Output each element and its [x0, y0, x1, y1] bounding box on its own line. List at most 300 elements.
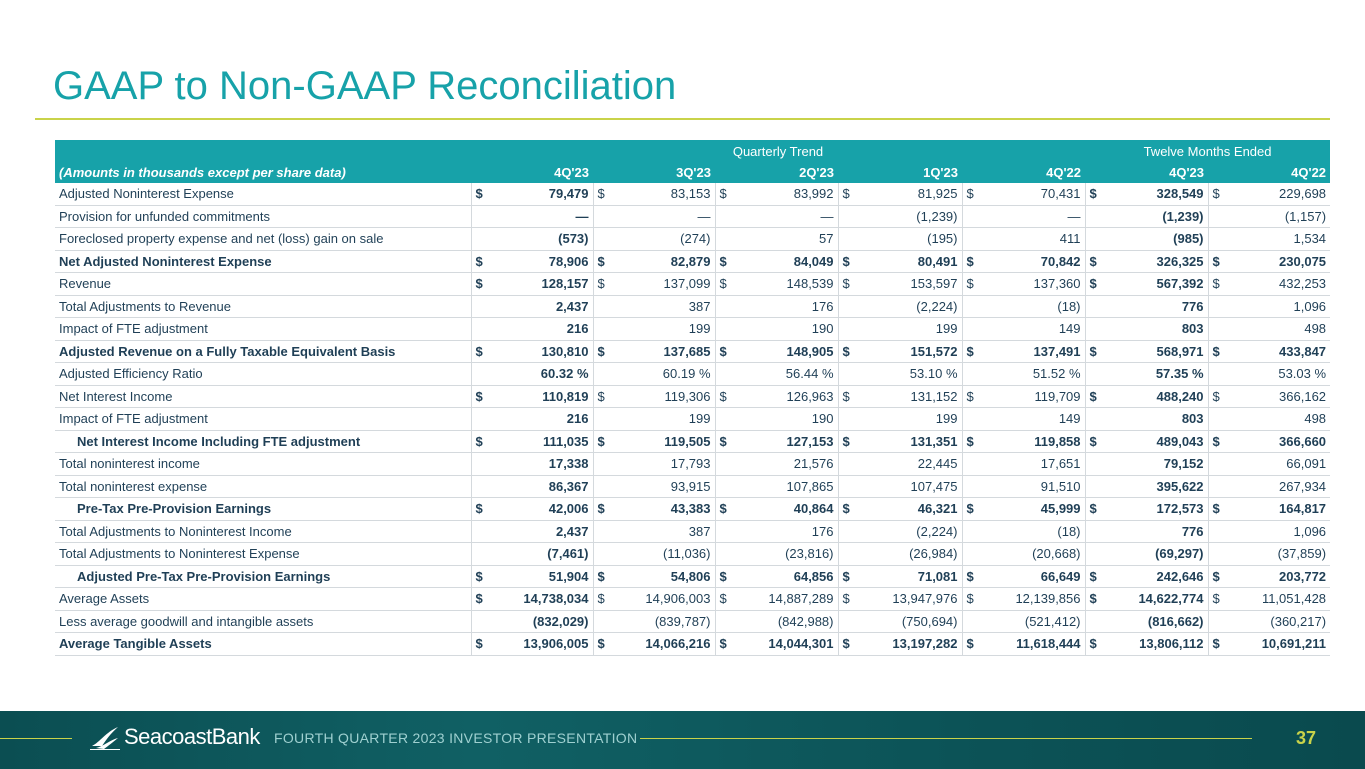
table-row	[55, 408, 1330, 431]
value-cell: 56.44 %	[735, 363, 838, 386]
column-header: 2Q'23	[715, 162, 838, 183]
value-cell: 13,806,112	[1105, 633, 1208, 656]
row-label: Less average goodwill and intangible assets	[55, 610, 471, 633]
currency-symbol: $	[715, 273, 735, 296]
value-cell: 66,649	[982, 565, 1085, 588]
currency-symbol: $	[1085, 385, 1105, 408]
value-cell: 45,999	[982, 498, 1085, 521]
page-title: GAAP to Non-GAAP Reconciliation	[53, 64, 677, 108]
value-cell: 366,162	[1228, 385, 1330, 408]
currency-symbol	[715, 453, 735, 476]
value-cell: 13,947,976	[858, 588, 962, 611]
currency-symbol	[962, 453, 982, 476]
currency-symbol: $	[962, 498, 982, 521]
table-row	[55, 453, 1330, 476]
value-cell: 203,772	[1228, 565, 1330, 588]
value-cell: (2,224)	[858, 520, 962, 543]
value-cell: 387	[613, 520, 715, 543]
currency-symbol: $	[1085, 498, 1105, 521]
currency-symbol: $	[715, 385, 735, 408]
table-row	[55, 183, 1330, 205]
currency-symbol	[715, 520, 735, 543]
currency-symbol: $	[471, 385, 491, 408]
value-cell: 568,971	[1105, 340, 1208, 363]
value-cell: 111,035	[491, 430, 593, 453]
currency-symbol	[1085, 610, 1105, 633]
currency-symbol	[1208, 228, 1228, 251]
value-cell: 84,049	[735, 250, 838, 273]
currency-symbol	[1208, 610, 1228, 633]
value-cell: 51,904	[491, 565, 593, 588]
currency-symbol	[1208, 408, 1228, 431]
value-cell: 199	[613, 318, 715, 341]
currency-symbol	[471, 453, 491, 476]
value-cell: 17,651	[982, 453, 1085, 476]
table-row	[55, 588, 1330, 611]
currency-symbol	[593, 363, 613, 386]
value-cell: (573)	[491, 228, 593, 251]
currency-symbol	[962, 475, 982, 498]
currency-symbol	[471, 475, 491, 498]
value-cell: (11,036)	[613, 543, 715, 566]
currency-symbol: $	[715, 588, 735, 611]
currency-symbol: $	[962, 430, 982, 453]
presentation-label: FOURTH QUARTER 2023 INVESTOR PRESENTATION	[274, 730, 638, 746]
value-cell: (195)	[858, 228, 962, 251]
value-cell: 80,491	[858, 250, 962, 273]
value-cell: 567,392	[1105, 273, 1208, 296]
value-cell: 128,157	[491, 273, 593, 296]
value-cell: 60.19 %	[613, 363, 715, 386]
row-label: Net Interest Income	[55, 385, 471, 408]
currency-symbol	[471, 228, 491, 251]
currency-symbol: $	[962, 273, 982, 296]
currency-symbol	[1208, 543, 1228, 566]
currency-symbol: $	[962, 183, 982, 205]
value-cell: 110,819	[491, 385, 593, 408]
currency-symbol	[962, 363, 982, 386]
currency-symbol	[838, 543, 858, 566]
row-label: Pre-Tax Pre-Provision Earnings	[55, 498, 471, 521]
value-cell: 153,597	[858, 273, 962, 296]
value-cell: 40,864	[735, 498, 838, 521]
value-cell: (842,988)	[735, 610, 838, 633]
currency-symbol: $	[838, 498, 858, 521]
column-header: 4Q'22	[962, 162, 1085, 183]
table-row	[55, 228, 1330, 251]
value-cell: 137,685	[613, 340, 715, 363]
currency-symbol	[1208, 363, 1228, 386]
value-cell: (832,029)	[491, 610, 593, 633]
row-label: Net Adjusted Noninterest Expense	[55, 250, 471, 273]
value-cell: (69,297)	[1105, 543, 1208, 566]
currency-symbol	[1208, 295, 1228, 318]
currency-symbol: $	[838, 340, 858, 363]
value-cell: (360,217)	[1228, 610, 1330, 633]
currency-symbol: $	[838, 430, 858, 453]
value-cell: 1,096	[1228, 295, 1330, 318]
currency-symbol: $	[962, 385, 982, 408]
currency-symbol	[471, 543, 491, 566]
header-group-row	[55, 140, 1330, 162]
value-cell: 130,810	[491, 340, 593, 363]
row-label: Impact of FTE adjustment	[55, 318, 471, 341]
currency-symbol	[593, 295, 613, 318]
currency-symbol	[962, 408, 982, 431]
value-cell: 81,925	[858, 183, 962, 205]
value-cell: 776	[1105, 520, 1208, 543]
currency-symbol	[962, 520, 982, 543]
value-cell: 176	[735, 520, 838, 543]
value-cell: —	[491, 205, 593, 228]
currency-symbol: $	[471, 565, 491, 588]
currency-symbol	[838, 363, 858, 386]
value-cell: 803	[1105, 408, 1208, 431]
table-row	[55, 633, 1330, 656]
value-cell: 17,793	[613, 453, 715, 476]
row-label: Foreclosed property expense and net (loss) gain on sale	[55, 228, 471, 251]
seacoast-logo	[90, 724, 260, 750]
currency-symbol: $	[593, 183, 613, 205]
header-column-row	[55, 162, 1330, 183]
currency-symbol: $	[962, 250, 982, 273]
value-cell: 137,099	[613, 273, 715, 296]
currency-symbol: $	[1085, 633, 1105, 656]
currency-symbol: $	[838, 588, 858, 611]
value-cell: 488,240	[1105, 385, 1208, 408]
currency-symbol	[471, 520, 491, 543]
value-cell: 83,153	[613, 183, 715, 205]
currency-symbol: $	[1085, 565, 1105, 588]
value-cell: 126,963	[735, 385, 838, 408]
value-cell: 107,475	[858, 475, 962, 498]
value-cell: (18)	[982, 295, 1085, 318]
currency-symbol	[838, 520, 858, 543]
value-cell: 131,152	[858, 385, 962, 408]
value-cell: 131,351	[858, 430, 962, 453]
currency-symbol	[962, 318, 982, 341]
value-cell: 216	[491, 318, 593, 341]
currency-symbol: $	[1208, 498, 1228, 521]
value-cell: 82,879	[613, 250, 715, 273]
value-cell: 86,367	[491, 475, 593, 498]
currency-symbol: $	[838, 250, 858, 273]
value-cell: 22,445	[858, 453, 962, 476]
currency-symbol: $	[1208, 273, 1228, 296]
currency-symbol: $	[593, 565, 613, 588]
value-cell: 14,044,301	[735, 633, 838, 656]
value-cell: 127,153	[735, 430, 838, 453]
value-cell: 199	[613, 408, 715, 431]
value-cell: 1,534	[1228, 228, 1330, 251]
value-cell: (750,694)	[858, 610, 962, 633]
value-cell: (816,662)	[1105, 610, 1208, 633]
row-label: Adjusted Noninterest Expense	[55, 183, 471, 205]
currency-symbol	[962, 205, 982, 228]
currency-symbol	[1208, 475, 1228, 498]
value-cell: 387	[613, 295, 715, 318]
value-cell: 433,847	[1228, 340, 1330, 363]
currency-symbol	[838, 205, 858, 228]
currency-symbol	[1085, 295, 1105, 318]
value-cell: 91,510	[982, 475, 1085, 498]
value-cell: 498	[1228, 318, 1330, 341]
currency-symbol	[1085, 520, 1105, 543]
currency-symbol	[962, 228, 982, 251]
currency-symbol: $	[471, 183, 491, 205]
value-cell: 229,698	[1228, 183, 1330, 205]
currency-symbol	[1085, 475, 1105, 498]
currency-symbol: $	[715, 183, 735, 205]
value-cell: 803	[1105, 318, 1208, 341]
currency-symbol	[471, 610, 491, 633]
value-cell: 242,646	[1105, 565, 1208, 588]
value-cell: 216	[491, 408, 593, 431]
value-cell: 489,043	[1105, 430, 1208, 453]
value-cell: 148,539	[735, 273, 838, 296]
units-note: (Amounts in thousands except per share data)	[55, 162, 471, 183]
value-cell: 78,906	[491, 250, 593, 273]
currency-symbol: $	[838, 385, 858, 408]
value-cell: 14,906,003	[613, 588, 715, 611]
currency-symbol	[715, 610, 735, 633]
value-cell: 395,622	[1105, 475, 1208, 498]
currency-symbol: $	[471, 340, 491, 363]
table-row	[55, 318, 1330, 341]
reconciliation-table	[55, 140, 1330, 656]
row-label: Total Adjustments to Noninterest Income	[55, 520, 471, 543]
page-number: 37	[1296, 728, 1317, 748]
currency-symbol	[1085, 453, 1105, 476]
footer-rule-left	[0, 738, 72, 739]
value-cell: 13,906,005	[491, 633, 593, 656]
currency-symbol	[593, 520, 613, 543]
row-label: Adjusted Pre-Tax Pre-Provision Earnings	[55, 565, 471, 588]
value-cell: (37,859)	[1228, 543, 1330, 566]
row-label: Average Assets	[55, 588, 471, 611]
value-cell: 137,491	[982, 340, 1085, 363]
currency-symbol: $	[715, 250, 735, 273]
value-cell: 326,325	[1105, 250, 1208, 273]
table-row	[55, 565, 1330, 588]
currency-symbol	[593, 228, 613, 251]
row-label: Provision for unfunded commitments	[55, 205, 471, 228]
currency-symbol	[1208, 453, 1228, 476]
currency-symbol: $	[715, 430, 735, 453]
currency-symbol	[838, 408, 858, 431]
value-cell: —	[735, 205, 838, 228]
value-cell: 119,709	[982, 385, 1085, 408]
currency-symbol	[715, 205, 735, 228]
column-header: 4Q'23	[471, 162, 593, 183]
currency-symbol	[593, 543, 613, 566]
currency-symbol	[1085, 543, 1105, 566]
currency-symbol	[471, 295, 491, 318]
currency-symbol: $	[471, 588, 491, 611]
currency-symbol: $	[1085, 183, 1105, 205]
table-row	[55, 498, 1330, 521]
value-cell: 11,618,444	[982, 633, 1085, 656]
currency-symbol: $	[593, 340, 613, 363]
currency-symbol: $	[1085, 340, 1105, 363]
column-header: 1Q'23	[838, 162, 962, 183]
currency-symbol: $	[715, 565, 735, 588]
value-cell: 43,383	[613, 498, 715, 521]
currency-symbol: $	[838, 633, 858, 656]
value-cell: (274)	[613, 228, 715, 251]
value-cell: 328,549	[1105, 183, 1208, 205]
value-cell: 149	[982, 318, 1085, 341]
value-cell: 66,091	[1228, 453, 1330, 476]
value-cell: 93,915	[613, 475, 715, 498]
row-label: Revenue	[55, 273, 471, 296]
value-cell: 14,066,216	[613, 633, 715, 656]
value-cell: (1,239)	[1105, 205, 1208, 228]
value-cell: —	[982, 205, 1085, 228]
value-cell: 267,934	[1228, 475, 1330, 498]
currency-symbol: $	[471, 273, 491, 296]
currency-symbol	[962, 610, 982, 633]
table-row	[55, 543, 1330, 566]
currency-symbol: $	[471, 633, 491, 656]
value-cell: (20,668)	[982, 543, 1085, 566]
value-cell: 137,360	[982, 273, 1085, 296]
value-cell: 42,006	[491, 498, 593, 521]
currency-symbol	[593, 610, 613, 633]
value-cell: 2,437	[491, 520, 593, 543]
currency-symbol: $	[962, 340, 982, 363]
value-cell: 119,505	[613, 430, 715, 453]
value-cell: 83,992	[735, 183, 838, 205]
value-cell: 172,573	[1105, 498, 1208, 521]
currency-symbol	[593, 205, 613, 228]
currency-symbol	[838, 475, 858, 498]
value-cell: 53.10 %	[858, 363, 962, 386]
currency-symbol	[593, 408, 613, 431]
value-cell: 21,576	[735, 453, 838, 476]
value-cell: 776	[1105, 295, 1208, 318]
currency-symbol	[838, 318, 858, 341]
footer-rule-right	[640, 738, 1252, 739]
row-label: Average Tangible Assets	[55, 633, 471, 656]
row-label: Adjusted Revenue on a Fully Taxable Equivalent Basis	[55, 340, 471, 363]
currency-symbol	[471, 408, 491, 431]
value-cell: 60.32 %	[491, 363, 593, 386]
value-cell: 151,572	[858, 340, 962, 363]
row-label: Total noninterest income	[55, 453, 471, 476]
currency-symbol	[715, 295, 735, 318]
currency-symbol: $	[962, 633, 982, 656]
value-cell: 10,691,211	[1228, 633, 1330, 656]
value-cell: (1,239)	[858, 205, 962, 228]
value-cell: (1,157)	[1228, 205, 1330, 228]
currency-symbol: $	[1208, 633, 1228, 656]
currency-symbol: $	[838, 183, 858, 205]
currency-symbol	[838, 295, 858, 318]
row-label: Impact of FTE adjustment	[55, 408, 471, 431]
value-cell: (521,412)	[982, 610, 1085, 633]
currency-symbol	[471, 205, 491, 228]
value-cell: 498	[1228, 408, 1330, 431]
currency-symbol: $	[1208, 183, 1228, 205]
table-row	[55, 205, 1330, 228]
value-cell: 149	[982, 408, 1085, 431]
value-cell: 79,152	[1105, 453, 1208, 476]
currency-symbol	[715, 228, 735, 251]
logo-text: SeacoastBank	[124, 724, 260, 749]
currency-symbol	[715, 318, 735, 341]
currency-symbol: $	[1208, 385, 1228, 408]
value-cell: (2,224)	[858, 295, 962, 318]
currency-symbol: $	[593, 385, 613, 408]
value-cell: 190	[735, 318, 838, 341]
value-cell: 13,197,282	[858, 633, 962, 656]
currency-symbol: $	[593, 633, 613, 656]
column-header: 4Q'23	[1085, 162, 1208, 183]
currency-symbol	[838, 228, 858, 251]
row-label: Net Interest Income Including FTE adjustment	[55, 430, 471, 453]
twelve-months-header: Twelve Months Ended	[1085, 140, 1330, 162]
value-cell: 71,081	[858, 565, 962, 588]
table-row	[55, 250, 1330, 273]
value-cell: 12,139,856	[982, 588, 1085, 611]
currency-symbol: $	[962, 588, 982, 611]
currency-symbol: $	[1208, 565, 1228, 588]
value-cell: 164,817	[1228, 498, 1330, 521]
table-row	[55, 273, 1330, 296]
value-cell: (26,984)	[858, 543, 962, 566]
currency-symbol	[1085, 318, 1105, 341]
currency-symbol: $	[1208, 588, 1228, 611]
currency-symbol	[593, 475, 613, 498]
currency-symbol	[715, 363, 735, 386]
currency-symbol: $	[715, 340, 735, 363]
value-cell: 148,905	[735, 340, 838, 363]
value-cell: 51.52 %	[982, 363, 1085, 386]
value-cell: 53.03 %	[1228, 363, 1330, 386]
value-cell: 1,096	[1228, 520, 1330, 543]
value-cell: 176	[735, 295, 838, 318]
value-cell: 119,858	[982, 430, 1085, 453]
value-cell: 14,622,774	[1105, 588, 1208, 611]
table-row	[55, 363, 1330, 386]
currency-symbol: $	[715, 498, 735, 521]
column-header: 4Q'22	[1208, 162, 1330, 183]
table-row	[55, 385, 1330, 408]
value-cell: 11,051,428	[1228, 588, 1330, 611]
currency-symbol: $	[593, 498, 613, 521]
value-cell: (839,787)	[613, 610, 715, 633]
currency-symbol	[593, 318, 613, 341]
row-label: Total Adjustments to Revenue	[55, 295, 471, 318]
value-cell: 79,479	[491, 183, 593, 205]
currency-symbol: $	[838, 565, 858, 588]
currency-symbol: $	[1085, 250, 1105, 273]
value-cell: 230,075	[1228, 250, 1330, 273]
currency-symbol	[1085, 408, 1105, 431]
value-cell: —	[613, 205, 715, 228]
currency-symbol: $	[962, 565, 982, 588]
currency-symbol: $	[1085, 273, 1105, 296]
value-cell: 46,321	[858, 498, 962, 521]
currency-symbol: $	[715, 633, 735, 656]
value-cell: 64,856	[735, 565, 838, 588]
column-header: 3Q'23	[593, 162, 715, 183]
wave-logo-icon	[90, 724, 120, 750]
table-row	[55, 520, 1330, 543]
value-cell: 107,865	[735, 475, 838, 498]
value-cell: 17,338	[491, 453, 593, 476]
